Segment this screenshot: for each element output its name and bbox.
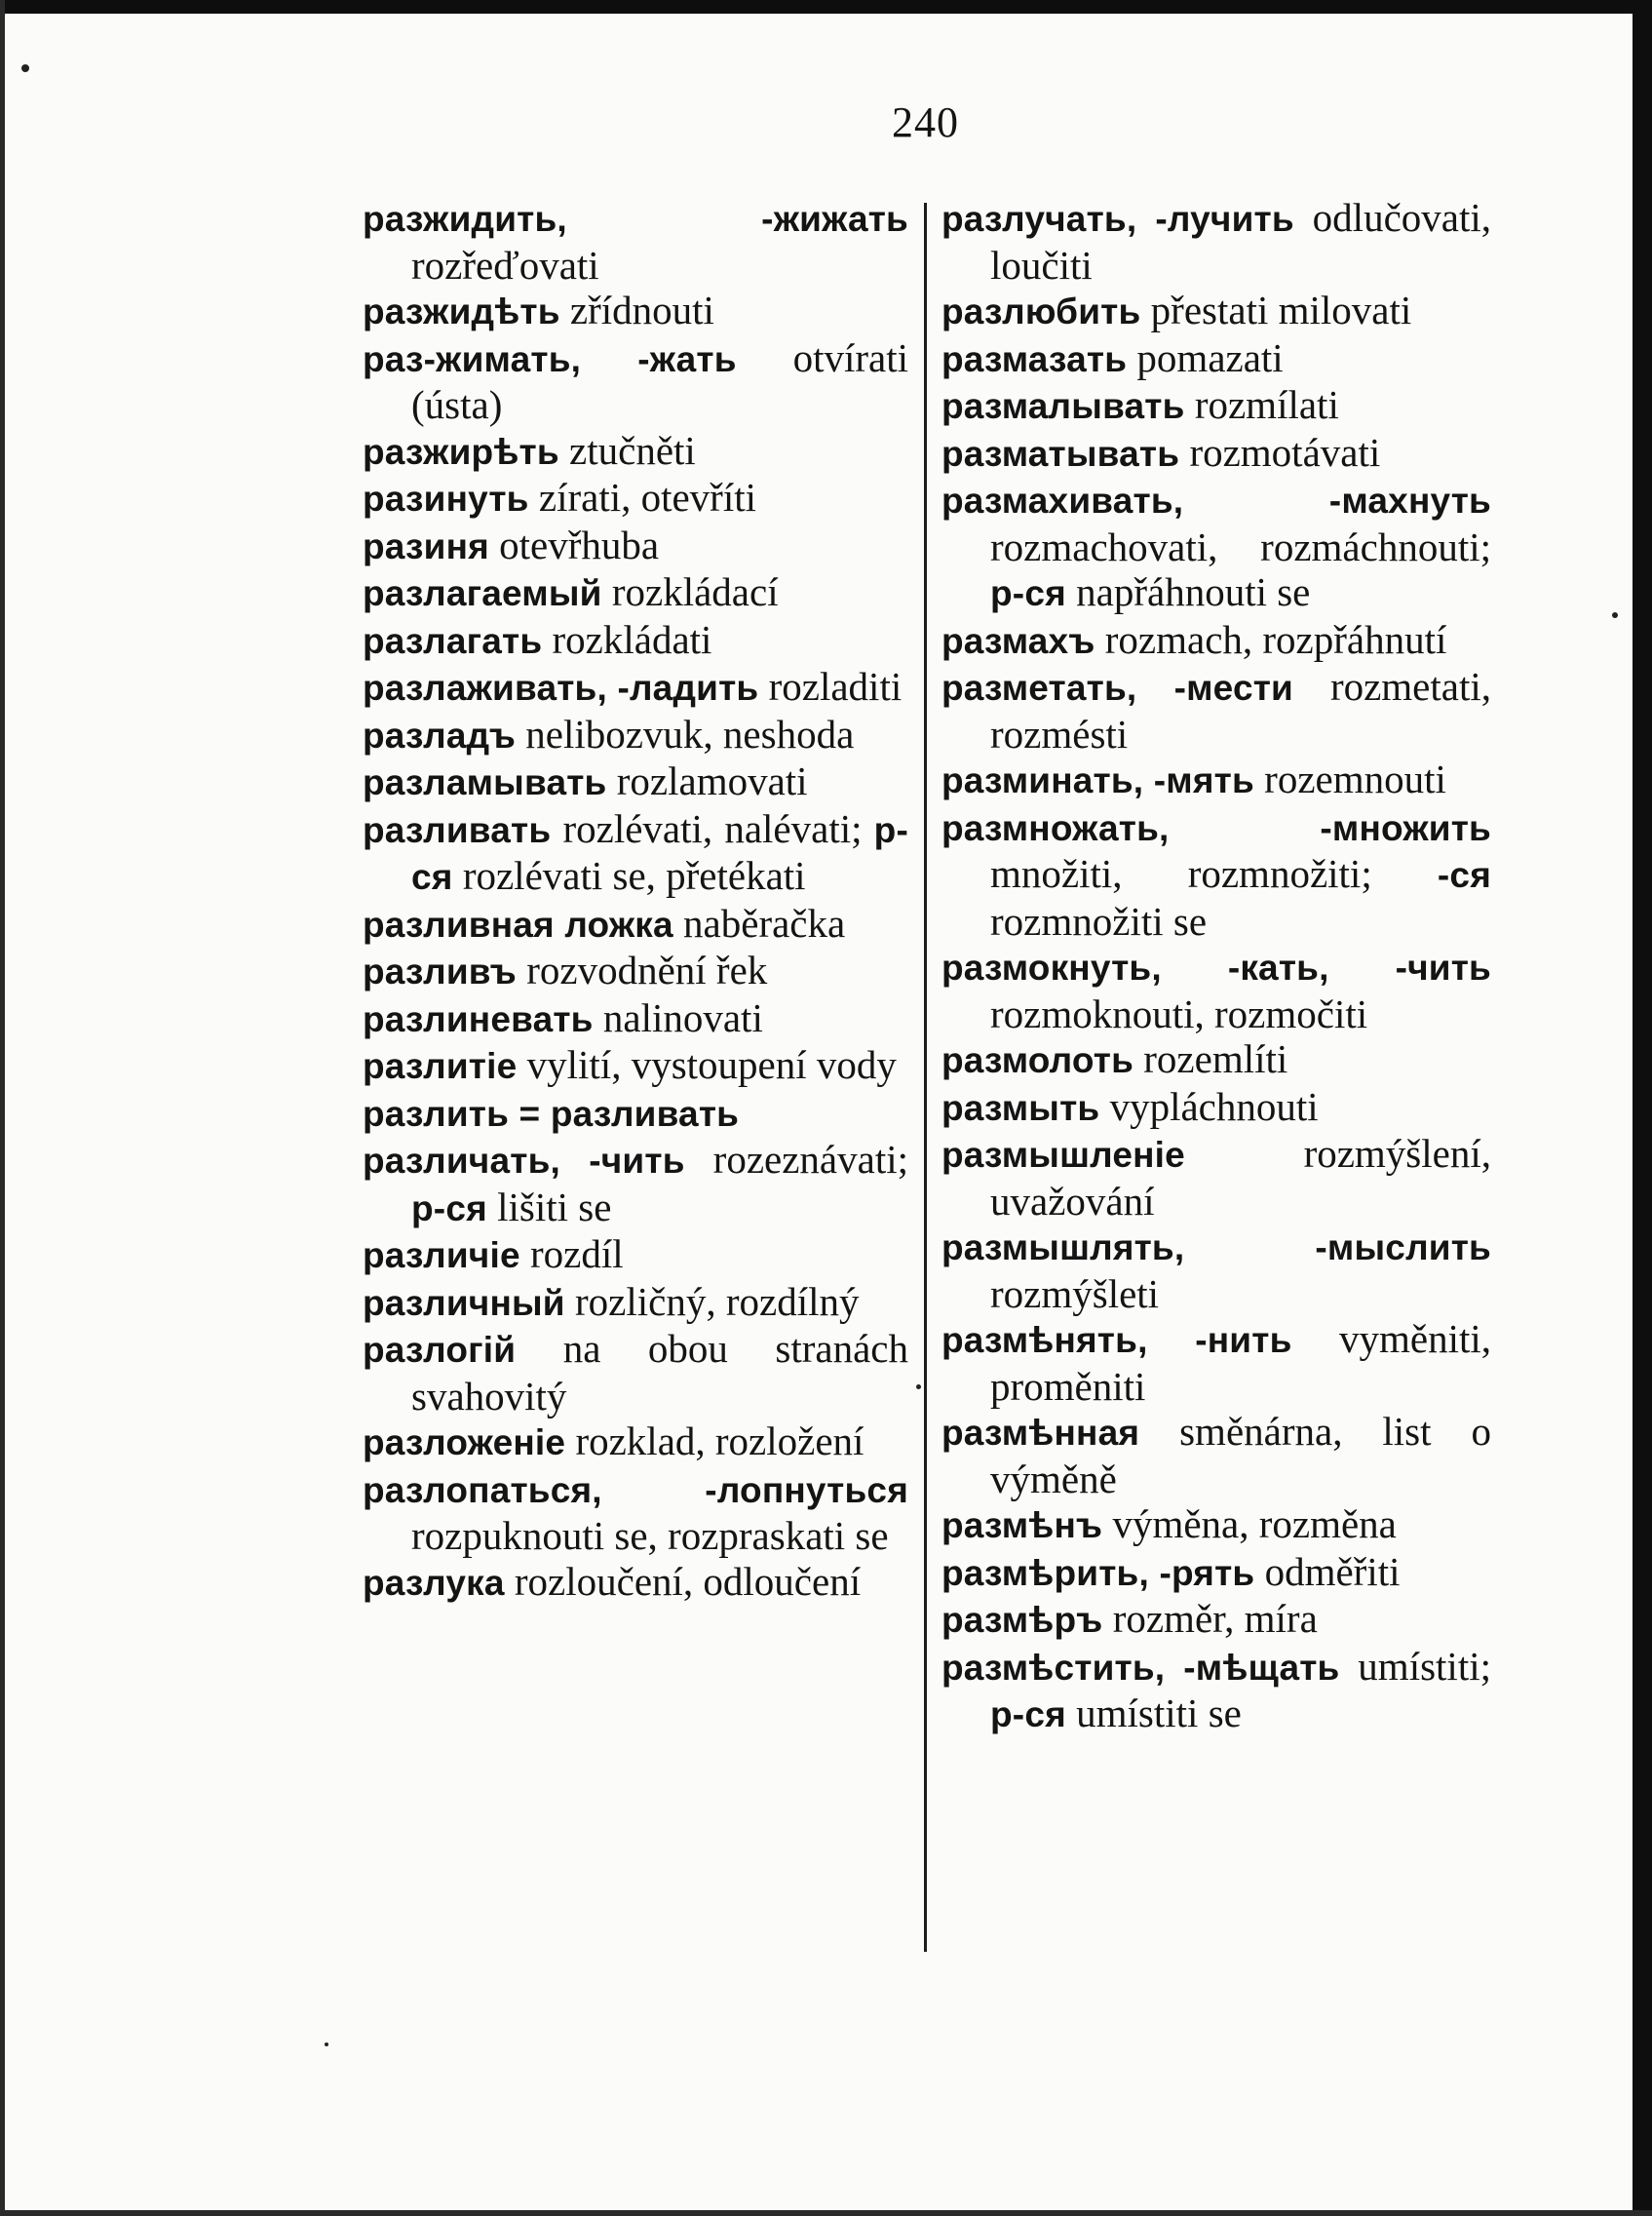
translation: rozlamovati bbox=[606, 758, 808, 803]
headword: различіе bbox=[363, 1235, 520, 1275]
headword: разлогій bbox=[363, 1330, 517, 1370]
headword: раз-жимать, -жать bbox=[363, 338, 737, 379]
translation: nalinovati bbox=[593, 994, 763, 1040]
dictionary-entry bbox=[363, 523, 908, 570]
headword: разметать, -мести bbox=[941, 668, 1293, 708]
scan-border-right bbox=[1633, 0, 1652, 2216]
dictionary-entry bbox=[941, 664, 1491, 757]
column-divider bbox=[924, 203, 927, 1952]
dictionary-entry bbox=[941, 288, 1491, 335]
ink-speck bbox=[916, 1384, 921, 1389]
dictionary-entry bbox=[941, 1316, 1491, 1409]
translation: na obou stranách svahovitý bbox=[411, 1326, 908, 1419]
dictionary-entry bbox=[363, 948, 908, 995]
dictionary-entry bbox=[941, 1596, 1491, 1644]
headword: разливъ bbox=[363, 952, 517, 991]
headword: р-ся bbox=[411, 1187, 487, 1228]
dictionary-entry bbox=[363, 1042, 908, 1090]
headword: размножать, -множить bbox=[941, 807, 1491, 848]
headword: разжидить, -жижать bbox=[363, 199, 908, 239]
headword: размалывать bbox=[941, 386, 1185, 426]
headword: размахъ bbox=[941, 620, 1095, 661]
dictionary-entry bbox=[363, 1231, 908, 1279]
headword: разминать, -мять bbox=[941, 760, 1254, 800]
translation: přestati milovati bbox=[1140, 288, 1412, 332]
headword: разжирѣть bbox=[363, 431, 559, 472]
headword: р-ся bbox=[411, 809, 908, 897]
dictionary-entry bbox=[363, 288, 908, 335]
headword: размѣнъ bbox=[941, 1505, 1103, 1545]
translation: rozmach, rozpřáhnutí bbox=[1095, 616, 1447, 662]
translation: rozemnouti bbox=[1253, 757, 1446, 801]
dictionary-entry bbox=[363, 617, 908, 665]
dictionary-entry bbox=[363, 712, 908, 759]
headword: разиня bbox=[363, 525, 489, 566]
headword: разлагать bbox=[363, 620, 543, 661]
dictionary-entry bbox=[363, 569, 908, 617]
translation: rozlévati se, přetékati bbox=[452, 853, 806, 898]
headword: разлить = разливать bbox=[363, 1093, 740, 1134]
translation: otevřhuba bbox=[488, 522, 660, 567]
dictionary-entry bbox=[941, 944, 1491, 1036]
translation: vypláchnouti bbox=[1099, 1083, 1319, 1129]
dictionary-entry bbox=[363, 1466, 908, 1559]
dictionary-entry bbox=[363, 1090, 908, 1138]
headword: размолоть bbox=[941, 1040, 1134, 1080]
headword: размѣстить, -мѣщать bbox=[941, 1647, 1340, 1688]
ink-speck bbox=[1612, 612, 1618, 618]
ink-speck bbox=[21, 64, 29, 72]
headword: различать, -чить bbox=[363, 1141, 685, 1181]
translation: rozloučení, odloučení bbox=[504, 1558, 862, 1604]
dictionary-entry bbox=[363, 1279, 908, 1327]
translation: ztučněti bbox=[558, 427, 696, 473]
page-number: 240 bbox=[892, 98, 959, 146]
translation: vyměniti, proměniti bbox=[990, 1316, 1491, 1409]
headword: разложеніе bbox=[363, 1422, 566, 1462]
translation: odlučovati, loučiti bbox=[990, 195, 1491, 288]
headword: разладъ bbox=[363, 715, 516, 756]
translation: rozřeďovati bbox=[411, 242, 599, 288]
translation: lišiti se bbox=[486, 1184, 612, 1229]
scan-border-left bbox=[0, 0, 5, 2216]
dictionary-entry bbox=[941, 1501, 1491, 1549]
headword: разлопаться, -лопнуться bbox=[363, 1469, 908, 1510]
headword: разлиневать bbox=[363, 998, 594, 1039]
translation: rozmýšlení, uvažování bbox=[990, 1131, 1491, 1224]
dictionary-entry bbox=[363, 664, 908, 712]
translation: rozeznávati; bbox=[684, 1137, 908, 1182]
dictionary-column-left bbox=[363, 195, 908, 1606]
translation: rozklad, rozložení bbox=[565, 1419, 864, 1463]
translation: zírati, otevříti bbox=[528, 475, 757, 520]
translation: pomazati bbox=[1127, 334, 1284, 380]
translation: umístiti se bbox=[1065, 1691, 1242, 1735]
dictionary-entry bbox=[941, 1036, 1491, 1084]
headword: размахивать, -махнуть bbox=[941, 481, 1491, 521]
dictionary-entry bbox=[941, 1084, 1491, 1132]
translation: rozměr, míra bbox=[1102, 1596, 1318, 1641]
dictionary-entry bbox=[941, 1131, 1491, 1224]
translation: napřáhnouti se bbox=[1065, 569, 1311, 614]
translation: výměna, rozměna bbox=[1102, 1501, 1397, 1546]
dictionary-entry bbox=[941, 617, 1491, 665]
headword: размѣнная bbox=[941, 1413, 1140, 1453]
headword: размышлять, -мыслить bbox=[941, 1227, 1491, 1267]
dictionary-entry bbox=[363, 995, 908, 1043]
headword: разжидѣть bbox=[363, 292, 560, 331]
translation: množiti, rozmnožiti; bbox=[990, 851, 1438, 896]
dictionary-entry bbox=[363, 1137, 908, 1231]
translation: rozmetati, rozmésti bbox=[990, 664, 1491, 757]
dictionary-entry bbox=[363, 1326, 908, 1419]
dictionary-entry bbox=[941, 1644, 1491, 1738]
headword: размѣнять, -нить bbox=[941, 1320, 1292, 1360]
headword: размазать bbox=[941, 338, 1128, 379]
headword: размѣрить, -рять bbox=[941, 1552, 1255, 1593]
headword: размокнуть, -кать, -чить bbox=[941, 948, 1491, 988]
translation: rozmnožiti se bbox=[990, 898, 1208, 944]
translation: odměřiti bbox=[1254, 1548, 1401, 1594]
dictionary-entry bbox=[941, 1549, 1491, 1597]
translation: rozmýšleti bbox=[990, 1270, 1160, 1316]
headword: разлитіе bbox=[363, 1046, 518, 1086]
translation: nelibozvuk, neshoda bbox=[516, 711, 855, 757]
headword: размыть bbox=[941, 1087, 1100, 1128]
dictionary-column-right bbox=[941, 195, 1491, 1738]
dictionary-entry bbox=[941, 804, 1491, 945]
dictionary-entry bbox=[941, 335, 1491, 383]
translation: rozmachovati, rozmáchnouti; bbox=[990, 524, 1491, 569]
headword: размѣръ bbox=[941, 1600, 1103, 1640]
translation: rozličný, rozdílný bbox=[564, 1278, 860, 1324]
headword: разлюбить bbox=[941, 292, 1141, 331]
translation: otvírati (ústa) bbox=[411, 334, 909, 427]
dictionary-entry bbox=[363, 1419, 908, 1466]
dictionary-entry bbox=[363, 806, 908, 901]
dictionary-entry bbox=[363, 1559, 908, 1607]
headword: р-ся bbox=[990, 573, 1066, 613]
scan-border-top bbox=[0, 0, 1652, 14]
translation: naběračka bbox=[672, 900, 846, 946]
dictionary-entry bbox=[941, 1409, 1491, 1501]
dictionary-entry bbox=[363, 475, 908, 523]
translation: rozlévati, nalévati; bbox=[551, 805, 874, 851]
headword: разлука bbox=[363, 1562, 505, 1603]
headword: разливная ложка bbox=[363, 904, 673, 945]
translation: rozemlíti bbox=[1133, 1036, 1288, 1081]
ink-speck bbox=[325, 2042, 328, 2046]
translation: rozmoknouti, rozmočiti bbox=[990, 991, 1368, 1036]
translation: rozvodnění řek bbox=[516, 948, 768, 992]
translation: rozpuknouti se, rozpraskati se bbox=[411, 1513, 889, 1558]
translation: vylití, vystoupení vody bbox=[517, 1042, 897, 1087]
translation: směnárna, list o výměně bbox=[990, 1409, 1491, 1501]
translation: rozmílati bbox=[1184, 382, 1339, 427]
dictionary-entry bbox=[941, 382, 1491, 430]
dictionary-entry bbox=[941, 757, 1491, 804]
headword: разливать bbox=[363, 809, 552, 850]
headword: разинуть bbox=[363, 479, 529, 519]
translation: umístiti; bbox=[1339, 1643, 1491, 1689]
dictionary-entry bbox=[363, 335, 908, 428]
dictionary-entry bbox=[941, 195, 1491, 288]
dictionary-entry bbox=[363, 428, 908, 476]
translation: rozdíl bbox=[519, 1231, 624, 1276]
dictionary-entry bbox=[363, 901, 908, 949]
dictionary-entry bbox=[941, 430, 1491, 478]
dictionary-entry bbox=[941, 1224, 1491, 1316]
headword: разлагаемый bbox=[363, 573, 602, 613]
headword: разламывать bbox=[363, 762, 607, 802]
translation: rozkládati bbox=[542, 616, 712, 662]
translation: rozladiti bbox=[758, 664, 903, 709]
dictionary-entry bbox=[941, 477, 1491, 617]
headword: разлаживать, -ладить bbox=[363, 668, 759, 708]
translation: rozkládací bbox=[601, 569, 779, 614]
translation: zřídnouti bbox=[559, 288, 714, 332]
headword: -ся bbox=[1437, 855, 1491, 895]
headword: разлучать, -лучить bbox=[941, 199, 1294, 239]
translation: rozmotávati bbox=[1179, 429, 1381, 475]
headword: различный bbox=[363, 1282, 565, 1323]
headword: размышленіе bbox=[941, 1135, 1185, 1175]
dictionary-entry bbox=[363, 195, 908, 288]
headword: разматывать bbox=[941, 433, 1180, 474]
dictionary-entry bbox=[363, 758, 908, 806]
headword: р-ся bbox=[990, 1694, 1066, 1734]
scan-border-bottom bbox=[0, 2210, 1652, 2216]
